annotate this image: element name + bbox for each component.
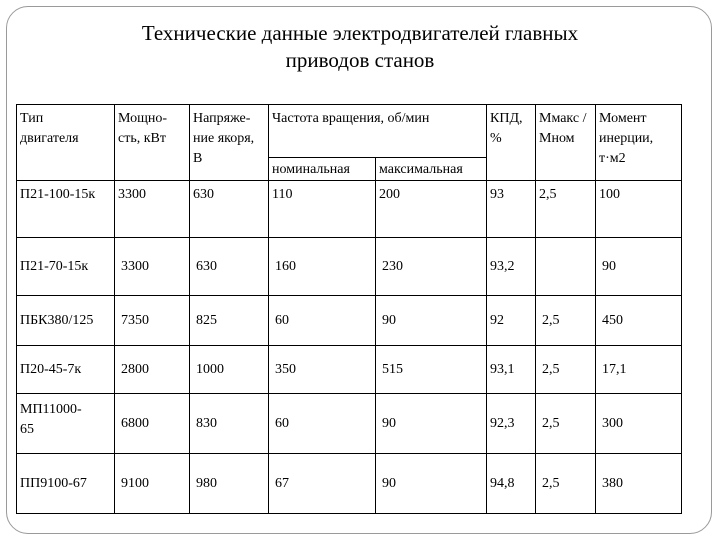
header-type: Тип двигателя: [17, 105, 115, 181]
table-row: [17, 394, 682, 454]
cell-power: 3300: [115, 238, 190, 296]
title-line-1: Технические данные электродвигателей главных: [141, 21, 579, 45]
cell-speed-nominal: 60: [269, 394, 376, 454]
table-row: [17, 296, 682, 346]
cell-voltage: 630: [190, 238, 269, 296]
cell-efficiency: 93: [487, 181, 536, 238]
cell-torque-ratio: 2,5: [536, 181, 596, 238]
cell-torque-ratio: 2,5: [536, 454, 596, 514]
cell-type: П21-100-15к: [17, 181, 115, 238]
cell-power: 9100: [115, 454, 190, 514]
cell-inertia: 380: [596, 454, 682, 514]
table-row: [17, 238, 682, 296]
header-row: [17, 105, 682, 158]
header-efficiency: КПД, %: [487, 105, 536, 181]
header-torque-ratio: Ммакс /Мном: [536, 105, 596, 181]
header-speed-maximum: максимальная: [376, 158, 487, 181]
cell-voltage: 830: [190, 394, 269, 454]
cell-type: П21-70-15к: [17, 238, 115, 296]
cell-speed-nominal: 350: [269, 346, 376, 394]
cell-voltage: 980: [190, 454, 269, 514]
cell-speed-maximum: 90: [376, 394, 487, 454]
cell-speed-nominal: 110: [269, 181, 376, 238]
header-voltage: Напряже-ние якоря, В: [190, 105, 269, 181]
motor-data-table: [16, 104, 682, 514]
cell-efficiency: 92,3: [487, 394, 536, 454]
cell-speed-maximum: 515: [376, 346, 487, 394]
table-row: [17, 346, 682, 394]
cell-speed-nominal: 60: [269, 296, 376, 346]
header-speed: Частота вращения, об/мин: [269, 105, 487, 158]
cell-speed-maximum: 90: [376, 454, 487, 514]
cell-efficiency: 92: [487, 296, 536, 346]
cell-inertia: 300: [596, 394, 682, 454]
cell-inertia: 450: [596, 296, 682, 346]
header-speed-nominal: номинальная: [269, 158, 376, 181]
cell-inertia: 90: [596, 238, 682, 296]
cell-speed-maximum: 200: [376, 181, 487, 238]
cell-speed-nominal: 67: [269, 454, 376, 514]
header-inertia: Момент инерции, т·м2: [596, 105, 682, 181]
header-power: Мощно-сть, кВт: [115, 105, 190, 181]
cell-efficiency: 94,8: [487, 454, 536, 514]
cell-voltage: 1000: [190, 346, 269, 394]
cell-type: ПП9100-67: [17, 454, 115, 514]
cell-type: П20-45-7к: [17, 346, 115, 394]
cell-efficiency: 93,1: [487, 346, 536, 394]
cell-inertia: 17,1: [596, 346, 682, 394]
cell-voltage: 630: [190, 181, 269, 238]
cell-power: 6800: [115, 394, 190, 454]
cell-torque-ratio: 2,5: [536, 346, 596, 394]
cell-power: 3300: [115, 181, 190, 238]
cell-torque-ratio: [536, 238, 596, 296]
page-title: [0, 20, 720, 74]
cell-voltage: 825: [190, 296, 269, 346]
title-line-2: приводов станов: [285, 48, 435, 72]
cell-speed-maximum: 230: [376, 238, 487, 296]
cell-speed-nominal: 160: [269, 238, 376, 296]
cell-speed-maximum: 90: [376, 296, 487, 346]
cell-power: 2800: [115, 346, 190, 394]
cell-power: 7350: [115, 296, 190, 346]
cell-type: ПБК380/125: [17, 296, 115, 346]
cell-torque-ratio: 2,5: [536, 394, 596, 454]
table-row: [17, 181, 682, 238]
cell-efficiency: 93,2: [487, 238, 536, 296]
table-row: [17, 454, 682, 514]
cell-type: МП11000-65: [17, 394, 115, 454]
cell-inertia: 100: [596, 181, 682, 238]
cell-torque-ratio: 2,5: [536, 296, 596, 346]
